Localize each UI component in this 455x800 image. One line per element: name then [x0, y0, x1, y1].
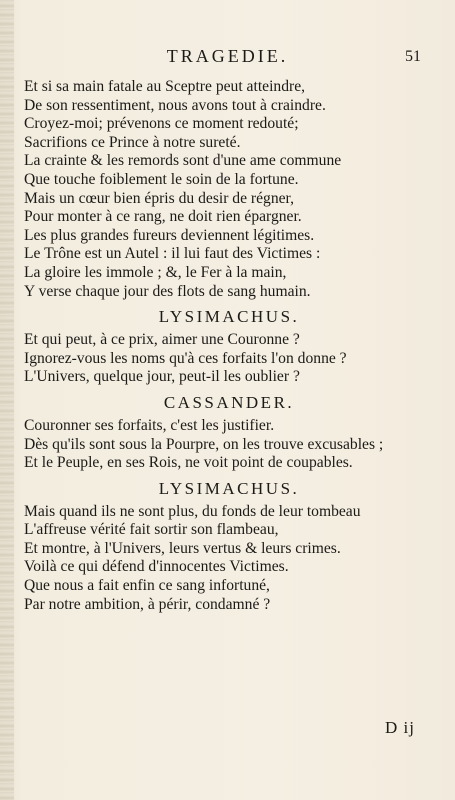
- verse-line: Sacrifions ce Prince à notre sureté.: [24, 133, 241, 151]
- verse-line: Les plus grandes fureurs deviennent légitimes.: [24, 226, 315, 244]
- page-gutter: [0, 0, 14, 800]
- running-title: TRAGEDIE.: [166, 46, 289, 66]
- verse-line: Croyez-moi; prévenons ce moment redouté;: [24, 115, 299, 133]
- verse-line: Couronner ses forfaits, c'est les justifier.: [24, 416, 275, 434]
- page-number: 51: [405, 48, 421, 65]
- verse-line: Le Trône est un Autel : il lui faut des Victimes :: [24, 245, 321, 263]
- signature-mark: D ij: [385, 718, 415, 737]
- page-header: [0, 46, 455, 72]
- verse-line: L'affreuse vérité fait sortir son flambeau,: [24, 521, 279, 539]
- verse-line: Par notre ambition, à périr, condamné ?: [24, 595, 271, 613]
- verse-line: Que touche foiblement le soin de la fortune.: [24, 170, 299, 188]
- speaker-heading: CASSANDER.: [163, 392, 295, 412]
- verse-line: Mais quand ils ne sont plus, du fonds de leur tombeau: [24, 502, 361, 520]
- speaker-heading: LYSIMACHUS.: [158, 307, 300, 327]
- verse-line: L'Univers, quelque jour, peut-il les oublier ?: [24, 368, 300, 386]
- verse-line: Et montre, à l'Univers, leurs vertus & leurs crimes.: [24, 539, 341, 557]
- verse-line: Et si sa main fatale au Sceptre peut atteindre,: [24, 78, 306, 95]
- verse-block: [24, 417, 434, 473]
- verse-block: [24, 78, 434, 301]
- verse-line: De son ressentiment, nous avons tout à craindre.: [24, 96, 326, 114]
- verse-block: [24, 331, 434, 387]
- verse-line: Mais un cœur bien épris du desir de régner,: [24, 189, 295, 207]
- verse-text: [24, 78, 434, 614]
- verse-block: [24, 503, 434, 615]
- verse-line: Ignorez-vous les noms qu'à ces forfaits l'on donne ?: [24, 349, 347, 367]
- verse-line: Y verse chaque jour des flots de sang humain.: [24, 282, 311, 300]
- verse-line: La gloire les immole ; &, le Fer à la main,: [24, 263, 287, 281]
- verse-line: Voilà ce qui défend d'innocentes Victimes.: [24, 558, 289, 576]
- verse-line: Pour monter à ce rang, ne doit rien épargner.: [24, 208, 302, 226]
- verse-line: Que nous a fait enfin ce sang infortuné,: [24, 577, 270, 595]
- verse-line: La crainte & les remords sont d'une ame commune: [24, 152, 342, 170]
- verse-line: Dès qu'ils sont sous la Pourpre, on les trouve excusables ;: [24, 435, 384, 453]
- speaker-heading: LYSIMACHUS.: [158, 478, 300, 498]
- verse-line: Et qui peut, à ce prix, aimer une Couronne ?: [24, 331, 300, 349]
- verse-line: Et le Peuple, en ses Rois, ne voit point de coupables.: [24, 454, 353, 472]
